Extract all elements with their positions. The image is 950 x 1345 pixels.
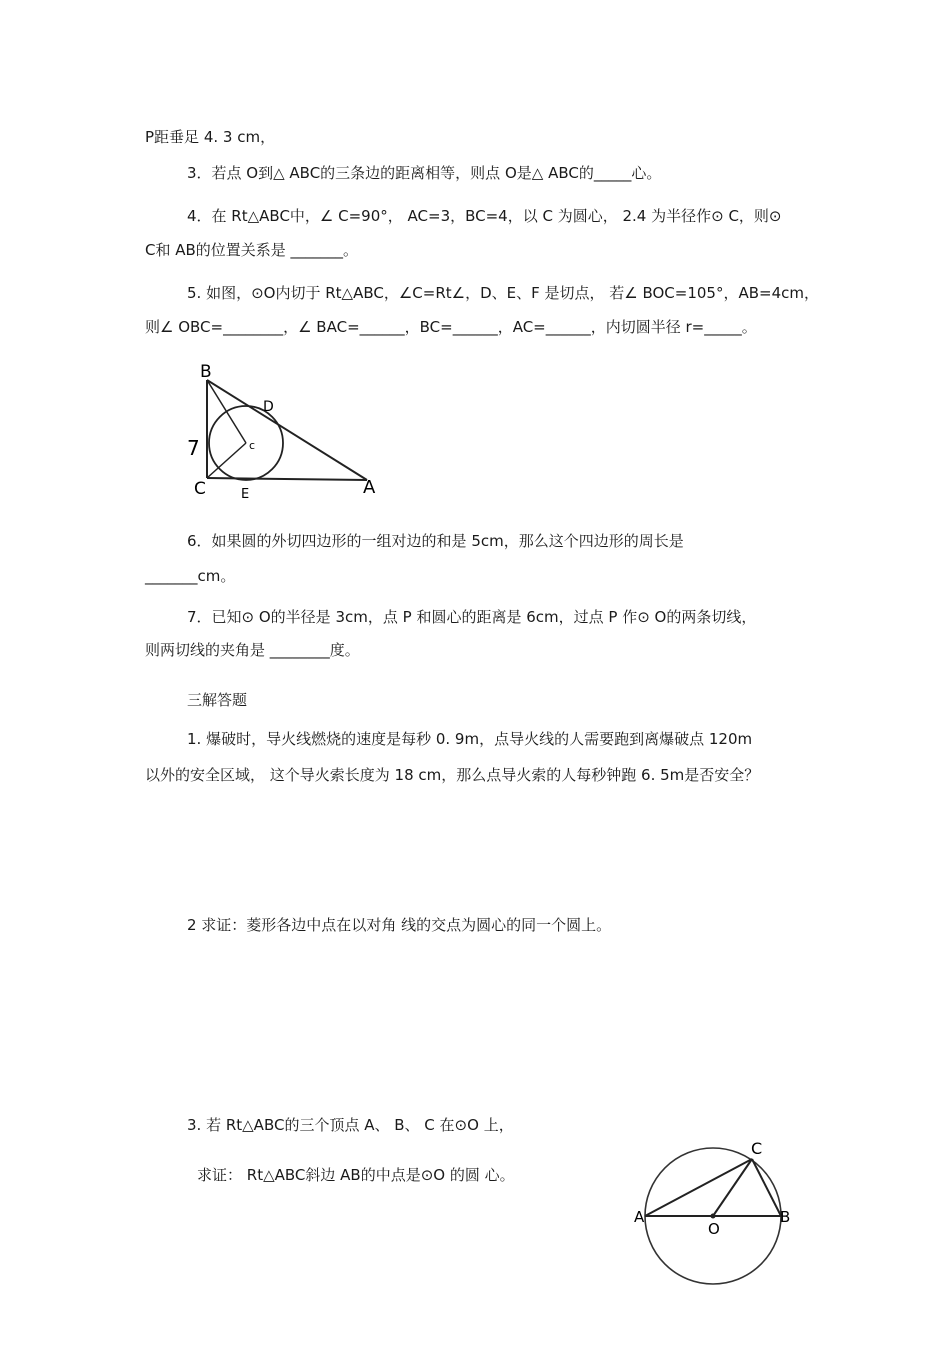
chord-ac (645, 1159, 752, 1216)
radius-to-b (207, 380, 246, 443)
label-c: C (194, 479, 206, 499)
segment-oc (713, 1159, 752, 1216)
side-ab (207, 380, 367, 480)
label-a: A (634, 1208, 645, 1226)
center-point (711, 1214, 716, 1219)
label-b: B (780, 1208, 791, 1226)
question-3-2: 2 求证：菱形各边中点在以对角 线的交点为圆心的同一个圆上。 (187, 916, 612, 934)
question-2-7-cont: 则两切线的夹角是 ________度。 (145, 641, 360, 659)
question-2-6: 6．如果圆的外切四边形的一组对边的和是 5cm，那么这个四边形的周长是 (187, 532, 684, 550)
label-a: A (363, 477, 376, 498)
label-center: c (249, 439, 256, 452)
circumcircle-figure (630, 1135, 810, 1285)
question-2-4: 4．在 Rt△ABC中，∠ C=90°， AC=3，BC=4，以 C 为圆心， 2.4 为半径作⊙ C，则⊙ (187, 207, 782, 225)
label-o: O (708, 1220, 720, 1238)
text-line-1: P距垂足 4. 3 cm， (145, 128, 276, 146)
question-2-6-cont: _______cm。 (145, 567, 236, 585)
label-e: E (241, 487, 250, 502)
chord-cb (752, 1159, 781, 1216)
question-2-3: 3．若点 O到△ ABC的三条边的距离相等，则点 O是△ ABC的_____心。 (187, 164, 662, 182)
question-3-1-cont: 以外的安全区域， 这个导火索长度为 18 cm，那么点导火索的人每秒钟跑 6. 5m是否安全？ (145, 766, 760, 784)
question-2-5-cont: 则∠ OBC=________，∠ BAC=______，BC=______，AC=______，内切圆半径 r=_____。 (145, 318, 757, 336)
label-b: B (200, 362, 212, 382)
question-2-5: 5. 如图，⊙O内切于 Rt△ABC，∠C=Rt∠，D、E、F 是切点， 若∠ BOC=105°，AB=4cm， (187, 284, 820, 302)
label-d: D (263, 399, 274, 415)
question-2-7: 7．已知⊙ O的半径是 3cm，点 P 和圆心的距离是 6cm，过点 P 作⊙ O的两条切线， (187, 608, 757, 626)
label-side: 7 (187, 436, 200, 460)
question-2-4-cont: C和 AB的位置关系是 _______。 (145, 241, 359, 259)
question-3-3-cont: 求证： Rt△ABC斜边 AB的中点是⊙O 的圆 心。 (197, 1166, 515, 1184)
section-heading-3: 三解答题 (187, 691, 248, 709)
side-ca (207, 478, 367, 480)
label-c: C (751, 1139, 763, 1158)
question-3-3: 3. 若 Rt△ABC的三个顶点 A、 B、 C 在⊙O 上， (187, 1116, 514, 1134)
question-3-1: 1. 爆破时，导火线燃烧的速度是每秒 0. 9m，点导火线的人需要跑到离爆破点 120m (187, 730, 753, 748)
incircle-triangle-figure (185, 360, 385, 505)
